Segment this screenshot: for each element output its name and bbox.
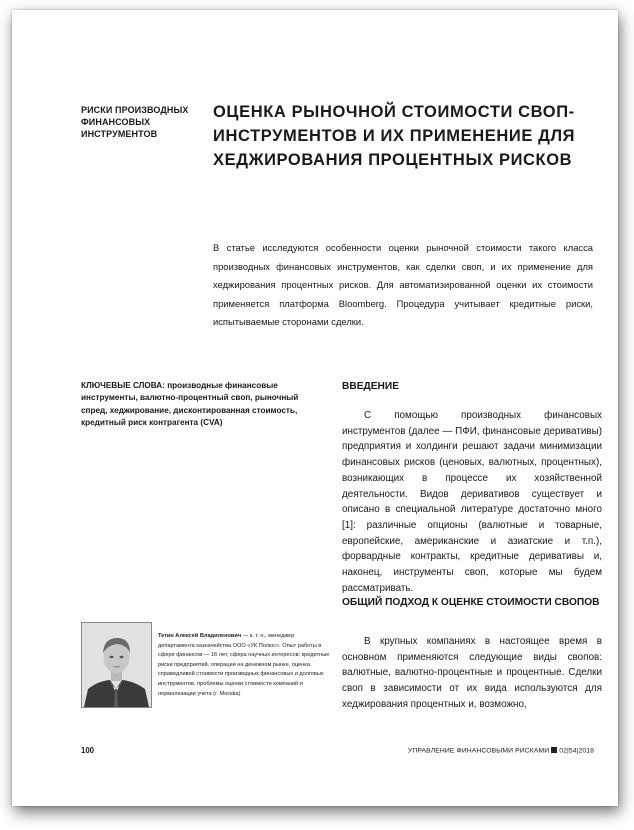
journal-name: УПРАВЛЕНИЕ ФИНАНСОВЫМИ РИСКАМИ bbox=[407, 747, 550, 755]
article-abstract: В статье исследуются особенности оценки рыночной стоимости такого класса производных финансовых инструментов, как сделки своп, и их применение для хеджирования процентных рисков. Для автоматизированной оценки их стоимости применяется платформа Bloomberg. Процедура учитывает кредитные риски, испытываемые сторонами сделки. bbox=[213, 242, 593, 328]
journal-issue: 02|54|2018 bbox=[559, 747, 594, 755]
page-number: 100 bbox=[81, 746, 95, 755]
general-approach-heading: ОБЩИЙ ПОДХОД К ОЦЕНКЕ СТОИМОСТИ СВОПОВ bbox=[342, 597, 600, 608]
intro-paragraph: С помощью производных финансовых инструментов (далее — ПФИ, финансовые деривативы) предприятия и холдинги решают задачи минимизации финансовых рисков (ценовых, валютных, процентных), возникающих в процессе их хозяйственной деятельности. Видов деривативов существует и описано в специальной литературе достаточно много [1]: различные опционы (валютные и товарные, европейские, американские и азиатские и т.п.), форвардные контракты, кредитные деривативы и, наконец, инструменты своп, которые мы будем рассматривать. bbox=[342, 410, 602, 594]
keywords: КЛЮЧЕВЫЕ СЛОВА: производные финансовые инструменты, валютно-процентный своп, рыночный спред, хеджирование, дисконтированная стоимость, кредитный риск контрагента (CVA) bbox=[81, 381, 299, 427]
intro-heading: ВВЕДЕНИЕ bbox=[342, 381, 400, 392]
author-description: — к. т. н., менеджер департамента казначейства ООО «УК Полюс». Опыт работы в сфере финансов — 16 лет, сфера научных интересов: кредитные риски предприятий, операции на денежном рынке, оценка справедливой стоимости производных финансовых и долговых инструментов, проблемы оценки стоимости компаний и нормализации учета (г. Москва) bbox=[158, 633, 330, 697]
journal-footer bbox=[400, 747, 594, 755]
journal-page bbox=[12, 10, 618, 806]
author-photo bbox=[81, 622, 152, 708]
footer-square-icon bbox=[551, 747, 557, 753]
author-bio bbox=[158, 632, 330, 699]
section-label: РИСКИ ПРОИЗВОДНЫХ ФИНАНСОВЫХ ИНСТРУМЕНТОВ bbox=[81, 105, 189, 139]
general-approach-paragraph: В крупных компаниях в настоящее время в основном применяются следующие виды свопов: валютные, валютно-процентные и процентные. Сделки своп в зависимости от их вида используются для хеджирования процентных и, возможно, bbox=[342, 636, 602, 710]
author-name: Тетин Алексей Владиленович bbox=[158, 633, 242, 639]
article-title: ОЦЕНКА РЫНОЧНОЙ СТОИМОСТИ СВОП-ИНСТРУМЕНТОВ И ИХ ПРИМЕНЕНИЕ ДЛЯ ХЕДЖИРОВАНИЯ ПРОЦЕНТНЫХ РИСКОВ bbox=[213, 103, 576, 169]
